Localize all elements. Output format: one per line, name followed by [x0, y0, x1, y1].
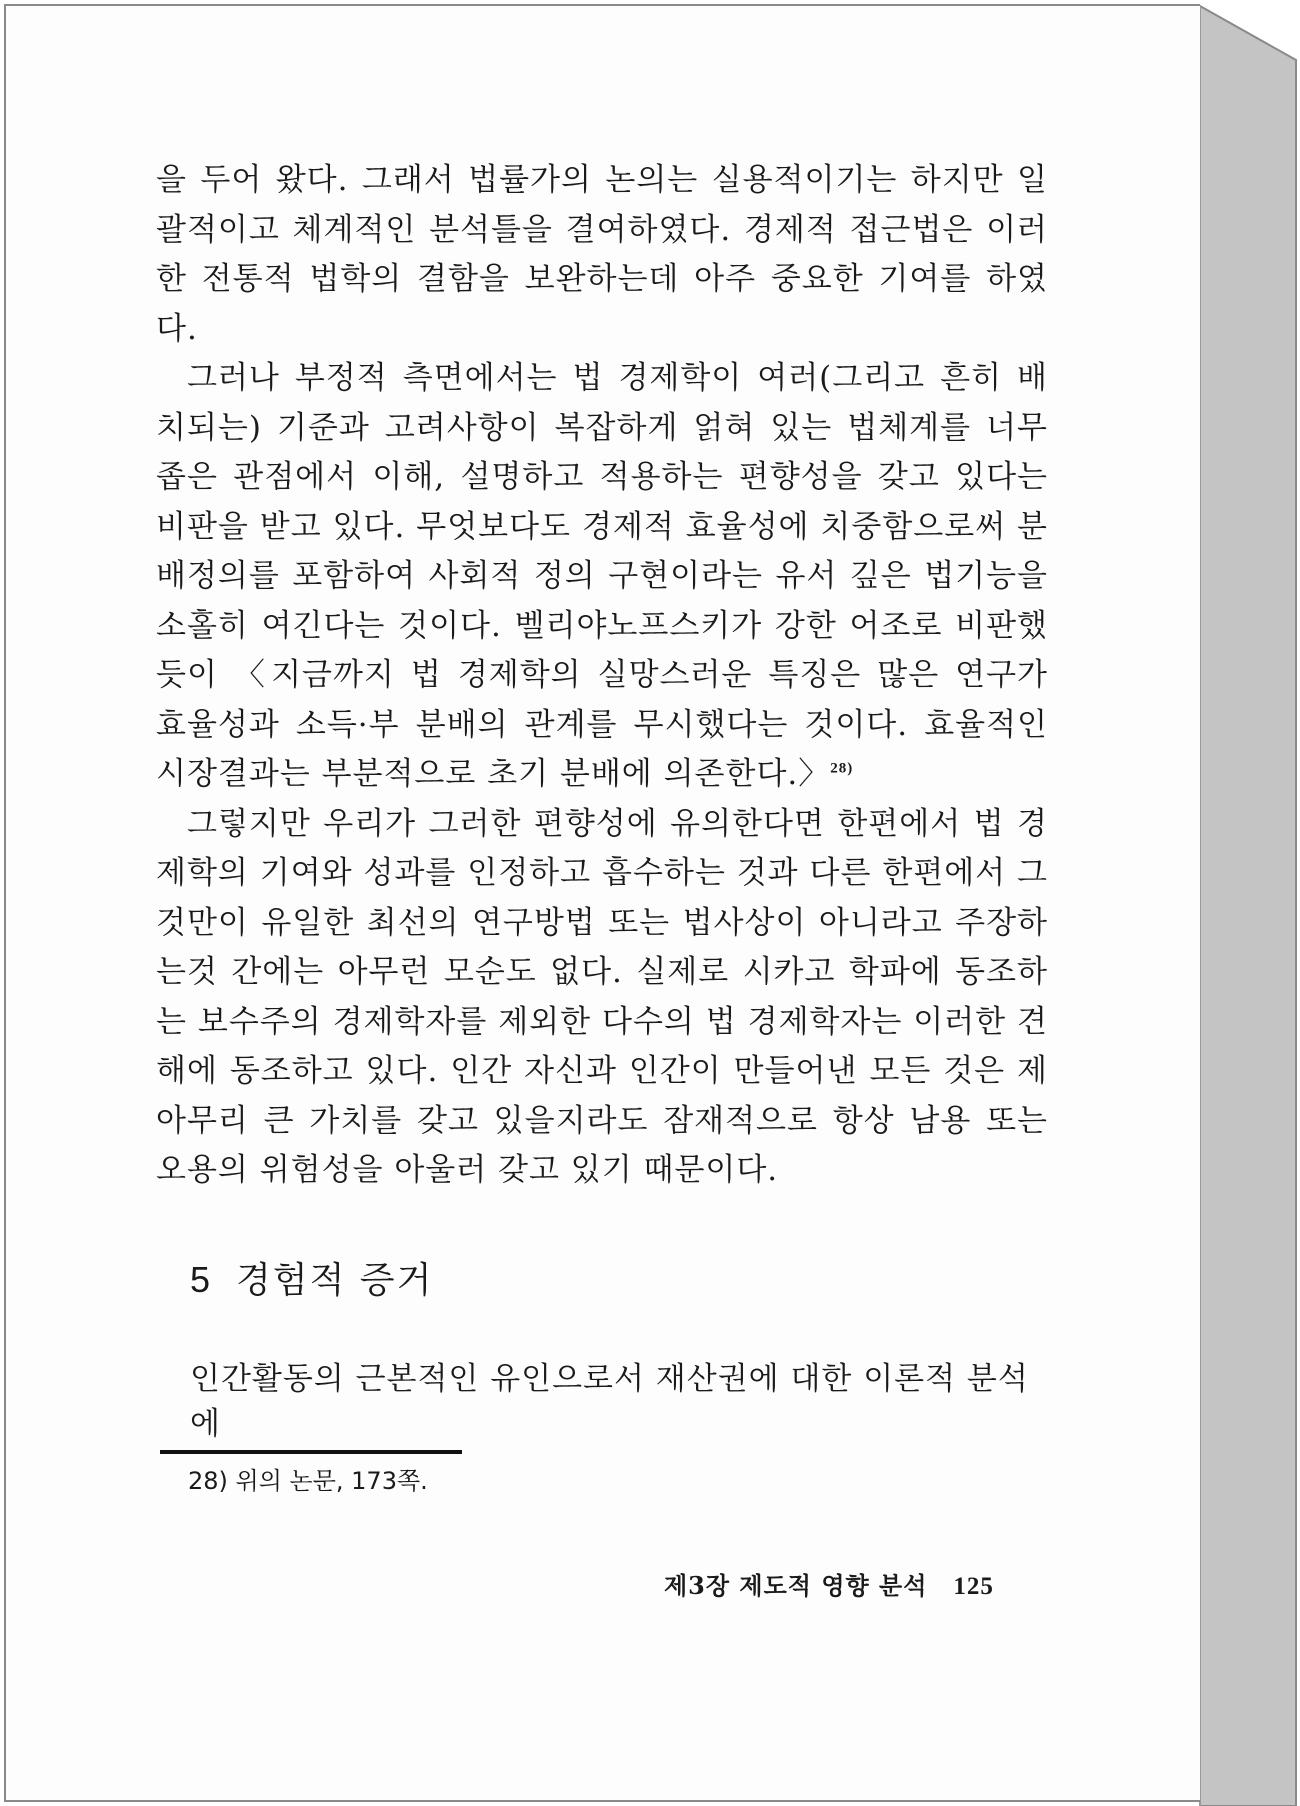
footnote-divider [160, 1450, 462, 1454]
section-title: 경험적 증거 [236, 1260, 434, 1301]
section-number: 5 [190, 1259, 213, 1300]
chapter-title: 제3장 제도적 영향 분석 [664, 1571, 928, 1600]
section-heading [190, 1252, 433, 1303]
footnote-reference: 28) [830, 760, 854, 777]
paragraph-1: 을 두어 왔다. 그래서 법률가의 논의는 실용적이기는 하지만 일괄적이고 체계적인 분석틀을 결여하였다. 경제적 접근법은 이러한 전통적 법학의 결함을 보완하는데 아주 중요한 기여를 하였다. [156, 162, 1048, 347]
spine-face [1200, 6, 1296, 1806]
paragraph-2 [156, 354, 1048, 800]
paragraph-2-text: 그러나 부정적 측면에서는 법 경제학이 여러(그리고 흔히 배치되는) 기준과 고려사항이 복잡하게 얽혀 있는 법체계를 너무 좁은 관점에서 이해, 설명하고 적용하는 편향성을 갖고 있다는 비판을 받고 있다. 무엇보다도 경제적 효율성에 치중함으로써 분배정의를 포함하여 사회적 정의 구현이라는 유서 깊은 법기능을 소홀히 여긴다는 것이다. 벨리야노프스키가 강한 어조로 비판했듯이 〈지금까지 법 경제학의 실망스러운 특징은 많은 연구가 효율성과 소득·부 분배의 관계를 무시했다는 것이다. 효율적인 시장결과는 부분적으로 초기 분배에 의존한다.〉 [156, 360, 1048, 792]
paragraph-3: 그렇지만 우리가 그러한 편향성에 유의한다면 한편에서 법 경제학의 기여와 성과를 인정하고 흡수하는 것과 다른 한편에서 그것만이 유일한 최선의 연구방법 또는 법사상이 아니라고 주장하는것 간에는 아무런 모순도 없다. 실제로 시카고 학파에 동조하는 보수주의 경제학자를 제외한 다수의 법 경제학자는 이러한 견해에 동조하고 있다. 인간 자신과 인간이 만들어낸 모든 것은 제아무리 큰 가치를 갖고 있을지라도 잠재적으로 항상 남용 또는 오용의 위험성을 아울러 갖고 있기 때문이다. [156, 805, 1048, 1188]
body-text [156, 156, 1048, 1196]
section-first-line: 인간활동의 근본적인 유인으로서 재산권에 대한 이론적 분석에 [190, 1361, 1029, 1442]
running-footer [664, 1566, 994, 1601]
footnote: 28) 위의 논문, 173쪽. [188, 1467, 428, 1495]
page-number: 125 [953, 1573, 994, 1600]
